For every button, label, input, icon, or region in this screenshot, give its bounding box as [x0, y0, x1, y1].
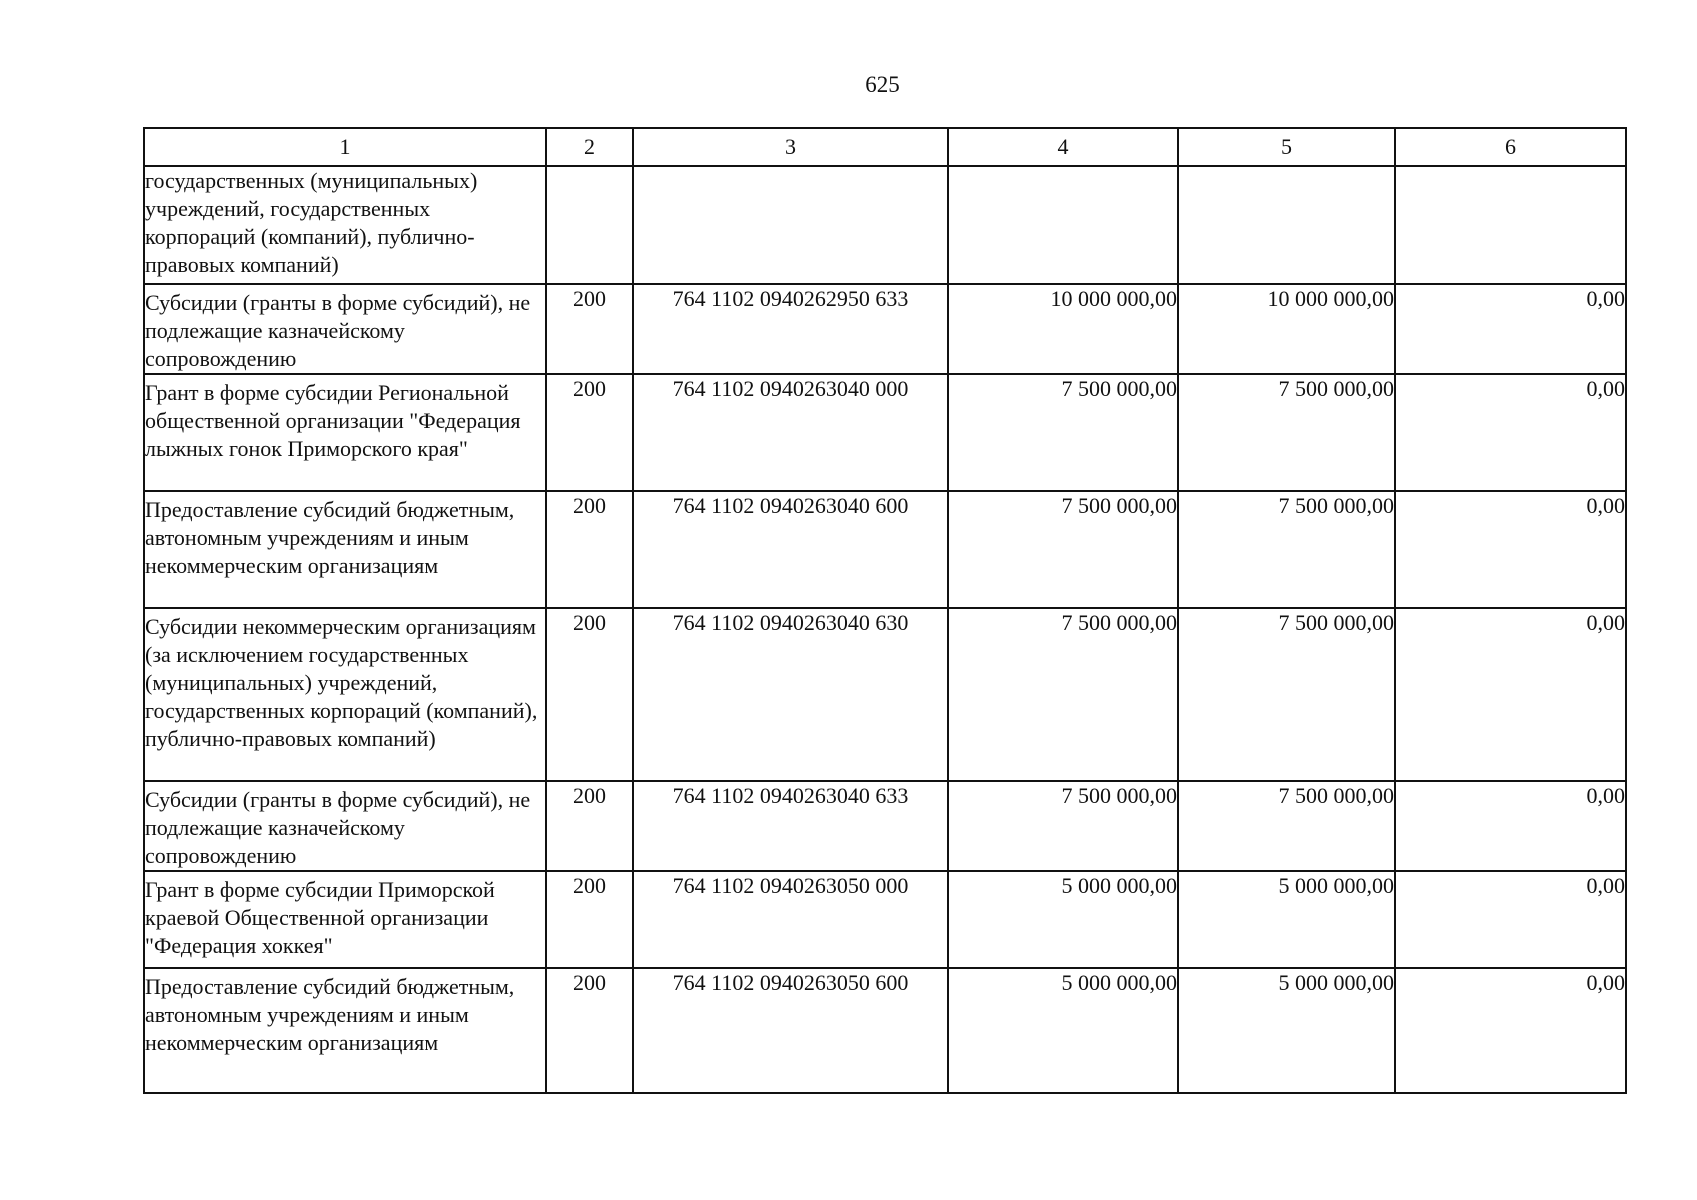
row-name: Грант в форме субсидии Приморской краевой Общественной организации "Федерация хоккея" — [144, 871, 546, 968]
row-amount-4: 7 500 000,00 — [948, 374, 1178, 491]
row-amount-5: 7 500 000,00 — [1178, 491, 1395, 608]
column-header-6: 6 — [1395, 128, 1626, 166]
row-name: Субсидии некоммерческим организациям (за исключением государственных (муниципальных) учреждений, государственных корпораций (компаний), публично-правовых компаний) — [144, 608, 546, 781]
row-amount-6: 0,00 — [1395, 284, 1626, 374]
row-code: 764 1102 0940263050 600 — [633, 968, 948, 1093]
row-amount-4: 7 500 000,00 — [948, 781, 1178, 871]
row-amount-5: 7 500 000,00 — [1178, 374, 1395, 491]
column-header-4: 4 — [948, 128, 1178, 166]
table-row — [144, 781, 1626, 871]
row-amount-6: 0,00 — [1395, 491, 1626, 608]
row-amount-5: 7 500 000,00 — [1178, 781, 1395, 871]
row-amount-4: 5 000 000,00 — [948, 968, 1178, 1093]
row-amount-4: 7 500 000,00 — [948, 491, 1178, 608]
table-row — [144, 284, 1626, 374]
row-amount-6: 0,00 — [1395, 781, 1626, 871]
row-col2: 200 — [546, 374, 633, 491]
row-code: 764 1102 0940263040 633 — [633, 781, 948, 871]
table-row — [144, 166, 1626, 284]
table-row — [144, 871, 1626, 968]
row-code: 764 1102 0940263050 000 — [633, 871, 948, 968]
row-amount-4 — [948, 166, 1178, 284]
row-code: 764 1102 0940263040 630 — [633, 608, 948, 781]
row-code: 764 1102 0940263040 000 — [633, 374, 948, 491]
row-col2: 200 — [546, 491, 633, 608]
budget-table — [143, 127, 1627, 1094]
row-code — [633, 166, 948, 284]
row-col2: 200 — [546, 608, 633, 781]
row-amount-4: 10 000 000,00 — [948, 284, 1178, 374]
table-row — [144, 608, 1626, 781]
row-amount-4: 5 000 000,00 — [948, 871, 1178, 968]
row-name: Грант в форме субсидии Региональной общественной организации "Федерация лыжных гонок Приморского края" — [144, 374, 546, 491]
table-header-row — [144, 128, 1626, 166]
row-code: 764 1102 0940262950 633 — [633, 284, 948, 374]
row-name: Субсидии (гранты в форме субсидий), не подлежащие казначейскому сопровождению — [144, 284, 546, 374]
row-amount-6 — [1395, 166, 1626, 284]
row-name: Предоставление субсидий бюджетным, автономным учреждениям и иным некоммерческим организациям — [144, 491, 546, 608]
row-col2: 200 — [546, 284, 633, 374]
row-code: 764 1102 0940263040 600 — [633, 491, 948, 608]
row-amount-5: 7 500 000,00 — [1178, 608, 1395, 781]
row-col2 — [546, 166, 633, 284]
table-row — [144, 968, 1626, 1093]
row-amount-6: 0,00 — [1395, 374, 1626, 491]
row-col2: 200 — [546, 781, 633, 871]
column-header-5: 5 — [1178, 128, 1395, 166]
row-amount-5 — [1178, 166, 1395, 284]
page-number: 625 — [865, 72, 900, 97]
table-row — [144, 374, 1626, 491]
column-header-1: 1 — [144, 128, 546, 166]
row-name: Субсидии (гранты в форме субсидий), не подлежащие казначейскому сопровождению — [144, 781, 546, 871]
column-header-2: 2 — [546, 128, 633, 166]
row-col2: 200 — [546, 968, 633, 1093]
row-col2: 200 — [546, 871, 633, 968]
row-amount-5: 5 000 000,00 — [1178, 968, 1395, 1093]
row-amount-5: 5 000 000,00 — [1178, 871, 1395, 968]
row-amount-6: 0,00 — [1395, 968, 1626, 1093]
column-header-3: 3 — [633, 128, 948, 166]
row-amount-4: 7 500 000,00 — [948, 608, 1178, 781]
row-name: Предоставление субсидий бюджетным, автономным учреждениям и иным некоммерческим организациям — [144, 968, 546, 1093]
row-name: государственных (муниципальных) учреждений, государственных корпораций (компаний), публично-правовых компаний) — [144, 166, 546, 284]
row-amount-6: 0,00 — [1395, 871, 1626, 968]
table-row — [144, 491, 1626, 608]
row-amount-5: 10 000 000,00 — [1178, 284, 1395, 374]
row-amount-6: 0,00 — [1395, 608, 1626, 781]
